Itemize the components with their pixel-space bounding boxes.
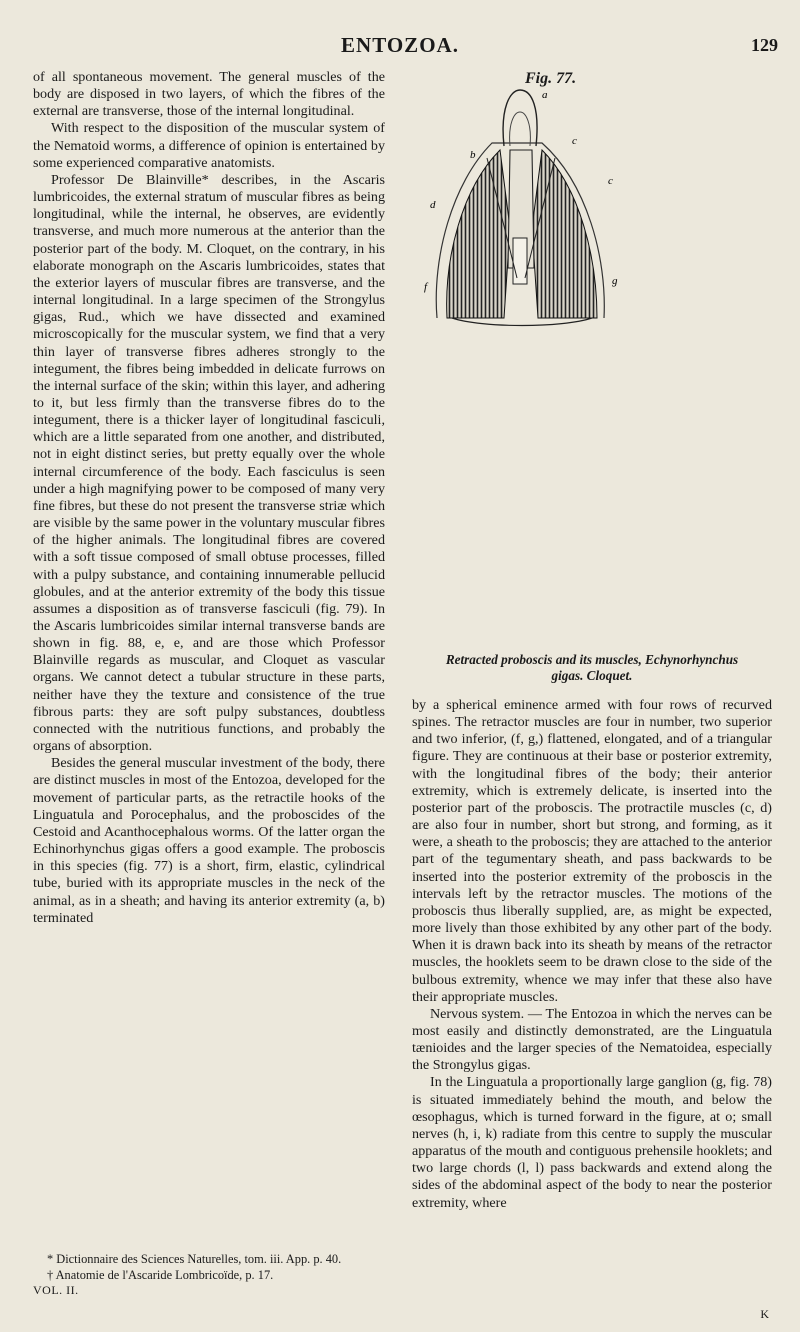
paragraph: Nervous system. — The Entozoa in which the nerves can be most easily and distinctly demonstrated, are the Linguatula tænioides and the larger species of the Nematoidea, especially the Strongylus gigas. <box>412 1005 772 1074</box>
footnote: † Anatomie de l'Ascaride Lombricoïde, p. 17. <box>47 1267 274 1282</box>
page-title: ENTOZOA. <box>341 33 459 57</box>
signature-mark: K <box>760 1307 769 1321</box>
figure-letter: g <box>612 275 618 287</box>
paragraph: In the Linguatula a proportionally large ganglion (g, fig. 78) is situated immediately behind the mouth, and below the œsophagus, which is turned forward in the figure, at o; small nerves (h, i, k) radiate from this centre to supply the muscular apparatus of the mouth and contiguous prehensile hooklets; and two large chords (l, l) pass backwards and extend along the sides of the abdominal aspect of the body to near the posterior extremity, where <box>412 1074 772 1211</box>
footnotes <box>33 1252 385 1299</box>
volume-marker: VOL. II. <box>33 1283 79 1297</box>
paragraph: by a spherical eminence armed with four rows of recurved spines. The retractor muscles are four in number, two superior and two inferior, (f, g,) flattened, elongated, and of a triangular figure. They are continuous at their base or posterior extremity, with the longitudinal fibres of the body; their anterior extremity, which is extremely delicate, is inserted into the posterior part of the proboscis. The protractile muscles (c, d) are also four in number, short but strong, and forming, as it were, a sheath to the proboscis; they are attached to the anterior part of the tegumentary sheath, and pass backwards to be inserted into the posterior extremity of the proboscis in the intervals left by the retractor muscles. The motions of the proboscis thus liberally supplied, are, as might be expected, more lively than those exhibited by any other part of the body. When it is drawn back into its sheath by means of the retractor muscles, the hooklets seem to be drawn close to the side of the bulbous extremity, whence we may infer that these also have their appropriate muscles. <box>412 697 772 1005</box>
caption-line: gigas. Cloquet. <box>551 668 633 683</box>
retractor-muscle-left <box>447 150 510 318</box>
figure-letter: c <box>608 175 613 187</box>
figure-label: Fig. 77. <box>525 70 577 87</box>
figure-letter: f <box>424 281 428 293</box>
proboscis-illustration <box>392 88 654 330</box>
figure-letter: a <box>542 89 548 101</box>
figure-letter: d <box>430 199 436 211</box>
paragraph: of all spontaneous movement. The general muscles of the body are disposed in two layers, of which the fibres of the external are transverse, those of the internal longitudinal. <box>33 69 385 120</box>
paragraph: Besides the general muscular investment of the body, there are distinct muscles in most of the Entozoa, developed for the movement of particular parts, as the retractile hooks of the Linguatula and Porocephalus, and the proboscides of the Cestoid and Acanthocephalous worms. Of the latter organ the Echinorhynchus gigas offers a good example. The proboscis in this species (fig. 77) is a short, firm, elastic, cylindrical tube, buried with its appropriate muscles in the neck of the animal, as in a sheath; and having its anterior extremity (a, b) terminated <box>33 755 385 926</box>
right-column <box>412 697 772 1212</box>
paragraph: With respect to the disposition of the muscular system of the Nematoid worms, a difference of opinion is entertained by some experienced comparative anatomists. <box>33 120 385 171</box>
figure-caption <box>412 652 772 684</box>
figure-letter: b <box>470 149 476 161</box>
caption-line: Retracted proboscis and its muscles, Echynorhynchus <box>445 652 739 667</box>
left-column <box>33 69 385 927</box>
figure-letter: c <box>572 135 577 147</box>
footnote: * Dictionnaire des Sciences Naturelles, tom. iii. App. p. 40. <box>47 1252 342 1266</box>
paragraph: Professor De Blainville* describes, in the Ascaris lumbricoides, the external stratum of muscular fibres as being longitudinal, while the internal, he observes, are evidently transverse, and much more numerous at the anterior than the posterior part of the body. M. Cloquet, on the contrary, in his elaborate monograph on the Ascaris lumbricoides, states that the exterior layers of muscular fibres are transverse, and the internal longitudinal. In a large specimen of the Strongylus gigas, Rud., which we have dissected and examined microscopically for the muscular system, we find that a very thin layer of transverse fibres adheres strongly to the integument, the fibres being imbedded in delicate furrows on the internal surface of the skin; within this layer, and adhering to it, but less firmly than the transverse fibres do to the integument, there is a thicker layer of longitudinal fasciculi, which are a little separated from one another, and distributed, not in eight distinct series, but pretty equally over the whole internal circumference of the body. Each fasciculus is seen under a high magnifying power to be composed of many very fine fibres, but these do not present the transverse striæ which are visible by the same power in the voluntary muscular fibres of the higher animals. The longitudinal fibres are covered with a soft tissue composed of small obtuse processes, filled with a pulpy substance, and containing innumerable pellucid globules, and at the anterior extremity of the body this tissue assumes a disposition as of transverse fasciculi (fig. 79). In the Ascaris lumbricoides similar internal transverse bands are shown in fig. 88, e, e, and are those which Professor Blainville regards as muscular, and Cloquet as vascular organs. We cannot detect a tubular structure in these parts, neither have they the texture and consistence of the true fibrous parts: they are soft pulpy substances, doubtless connected with the nutritious functions, and probably the organs of absorption. <box>33 171 385 755</box>
retractor-muscle-right <box>532 150 597 318</box>
proboscis-tip <box>503 90 537 146</box>
page-number: 129 <box>751 35 778 55</box>
